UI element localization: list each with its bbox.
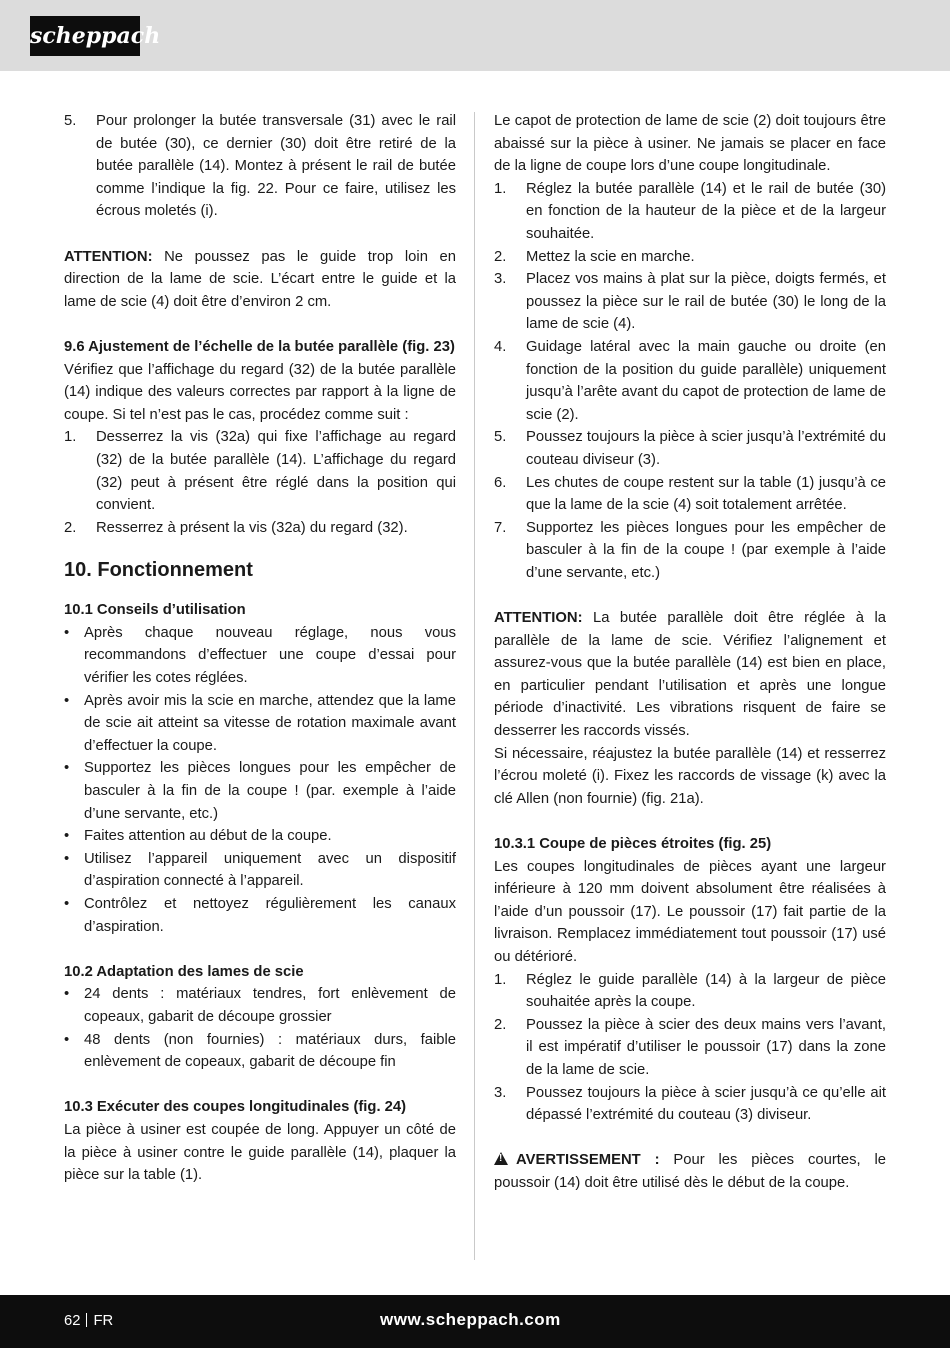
heading-10-3: 10.3 Exécuter des coupes longitudinales (fig. 24) xyxy=(64,1099,407,1116)
bullet-item xyxy=(64,622,456,690)
bullet-text: 48 dents (non fournies) : matériaux durs, faible enlèvement de copeaux, gabarit de découpe fin xyxy=(84,1031,456,1071)
bullet-list xyxy=(64,622,456,938)
paragraph: Le capot de protection de lame de scie (2) doit toujours être abaissé sur la pièce à usiner. Ne jamais se placer en face de la ligne de coupe lors d’une coupe longitudinale. xyxy=(494,113,886,175)
bullet-item xyxy=(64,825,456,848)
list-text: Les chutes de coupe restent sur la table (1) jusqu’à ce que la lame de la scie (4) soit totalement arrêtée. xyxy=(526,474,886,514)
steps-list xyxy=(494,969,886,1127)
list-text: Placez vos mains à plat sur la pièce, doigts fermés, et poussez la pièce sur le rail de butée (30) le long de la lame de scie (4). xyxy=(526,271,886,333)
bullet-item xyxy=(64,757,456,825)
list-text: Supportez les pièces longues pour les empêcher de basculer à la fin de la coupe ! (par exemple à l’aide d’une servante, etc.) xyxy=(526,519,886,581)
list-number: 3. xyxy=(494,271,507,288)
paragraph: La pièce à usiner est coupée de long. Appuyer un côté de la pièce à usiner contre le guide parallèle (14), plaquer la pièce sur la table (1). xyxy=(64,1121,456,1184)
warning-note xyxy=(494,1149,886,1194)
bullet-text: Faites attention au début de la coupe. xyxy=(84,828,332,845)
list-text: Poussez toujours la pièce à scier jusqu’à ce qu’elle ait dépassé l’extrémité du couteau (3) diviseur. xyxy=(526,1084,886,1124)
bullet-icon: • xyxy=(64,692,70,709)
bullet-item xyxy=(64,690,456,758)
heading-10-3-1: 10.3.1 Coupe de pièces étroites (fig. 25) xyxy=(494,836,772,852)
section-title: 10. Fonctionnement xyxy=(64,559,253,582)
bullet-icon: • xyxy=(64,850,70,867)
list-text: Desserrez la vis (32a) qui fixe l’affichage au regard (32) de la butée parallèle (14). L’affichage du regard (32) peut à présent être réglé dans la position qui convient. xyxy=(96,429,456,514)
steps-list xyxy=(64,426,456,539)
heading-9-6: 9.6 Ajustement de l’échelle de la butée parallèle (fig. 23) xyxy=(64,338,455,355)
warning-label: AVERTISSEMENT : xyxy=(516,1152,660,1169)
list-number: 2. xyxy=(494,248,507,265)
list-text: Mettez la scie en marche. xyxy=(526,248,695,265)
page-number xyxy=(64,1311,113,1331)
attention-label: ATTENTION: xyxy=(64,248,153,265)
attention-text: Ne poussez pas le guide trop loin en direction de la lame de scie. L’écart entre le guide et la lame de scie (4) doit être d’environ 2 cm. xyxy=(64,248,456,310)
bullet-item xyxy=(64,983,456,1028)
list-item xyxy=(494,268,886,336)
list-text: Pour prolonger la butée transversale (31) avec le rail de butée (30), ce dernier (30) doit être retiré de la butée parallèle (14). Montez à présent le rail de butée comme l’indique la fig. 22. Pour ce faire, utilisez les écrous moletés (i). xyxy=(96,113,456,220)
list-number: 5. xyxy=(494,429,507,446)
list-number: 2. xyxy=(494,1016,507,1033)
right-column xyxy=(494,110,886,1195)
list-text: Réglez le guide parallèle (14) à la largeur de pièce souhaitée après la coupe. xyxy=(526,971,886,1011)
warning-text: Pour les pièces courtes, le poussoir (14) doit être utilisé dès le début de la coupe. xyxy=(494,1152,886,1191)
list-number: 1. xyxy=(64,429,77,446)
list-item xyxy=(494,1082,886,1127)
attention-label: ATTENTION: xyxy=(494,610,583,627)
bullet-item xyxy=(64,893,456,938)
list-item xyxy=(494,336,886,426)
bullet-item xyxy=(64,848,456,893)
page-number-value: 62 xyxy=(64,1313,81,1329)
language-code: FR xyxy=(93,1313,114,1329)
list-item xyxy=(494,517,886,585)
list-number: 1. xyxy=(494,180,507,197)
list-item xyxy=(494,246,886,269)
heading-10-2: 10.2 Adaptation des lames de scie xyxy=(64,963,304,980)
list-text: Guidage latéral avec la main gauche ou droite (en fonction de la position du guide parallèle) uniquement jusqu’à l’arête avant du capot de protection de lame de scie (2). xyxy=(526,338,886,423)
list-item xyxy=(494,178,886,246)
list-number: 7. xyxy=(494,519,507,536)
bullet-text: Utilisez l’appareil uniquement avec un dispositif d’aspiration connecté à l’appareil. xyxy=(84,850,456,890)
bullet-icon: • xyxy=(64,828,70,845)
brand-logo: scheppach xyxy=(30,16,140,56)
list-number: 6. xyxy=(494,474,507,491)
paragraph: Les coupes longitudinales de pièces ayant une largeur inférieure à 120 mm doivent absolument être réalisées à l’aide d’un poussoir (17). Le poussoir (17) fait partie de la livraison. Remplacez immédiatement tout poussoir (17) usé ou détérioré. xyxy=(494,858,886,965)
page-header xyxy=(0,0,950,71)
list-item xyxy=(494,472,886,517)
attention-text: La butée parallèle doit être réglée à la parallèle de la lame de scie. Vérifiez l’alignement et assurez-vous que la butée parallèle (14) est bien en place, en particulier pendant l’utilisation et après une longue période d’inactivité. Les vibrations risquent de faire se desserrer les raccords vissés. xyxy=(494,610,886,740)
list-item xyxy=(64,517,456,540)
list-number: 1. xyxy=(494,971,507,988)
bullet-text: Après avoir mis la scie en marche, attendez que la lame de scie ait atteint sa vitesse de rotation maximale avant d’effectuer la coupe. xyxy=(84,692,456,754)
page-footer xyxy=(0,1295,950,1348)
list-number: 5. xyxy=(64,113,77,129)
bullet-text: Supportez les pièces longues pour les empêcher de basculer à la fin de la coupe ! (par. exemple à l’aide d’une servante, etc.) xyxy=(84,760,456,822)
bullet-item xyxy=(64,1029,456,1074)
list-text: Poussez la pièce à scier des deux mains vers l’avant, il est impératif d’utiliser le poussoir (17) dans la zone de la lame de scie. xyxy=(526,1016,886,1078)
list-item xyxy=(494,969,886,1014)
list-text: Poussez toujours la pièce à scier jusqu’à l’extrémité du couteau diviseur (3). xyxy=(526,429,886,468)
bullet-list xyxy=(64,983,456,1073)
bullet-icon: • xyxy=(64,896,70,912)
warning-icon xyxy=(494,1152,508,1165)
column-divider xyxy=(474,112,475,1260)
bullet-text: 24 dents : matériaux tendres, fort enlèvement de copeaux, gabarit de découpe grossier xyxy=(84,986,456,1025)
list-item xyxy=(494,1014,886,1082)
list-item xyxy=(494,426,886,471)
list-text: Réglez la butée parallèle (14) et le rail de butée (30) en fonction de la hauteur de la pièce et de la largeur souhaitée. xyxy=(526,180,886,242)
bullet-text: Contrôlez et nettoyez régulièrement les canaux d’aspiration. xyxy=(84,896,456,935)
paragraph: Vérifiez que l’affichage du regard (32) de la butée parallèle (14) indique des valeurs correctes par rapport à la ligne de coupe. Si tel n’est pas le cas, procédez comme suit : xyxy=(64,361,456,423)
website-link[interactable]: www.scheppach.com xyxy=(380,1310,561,1329)
list-number: 2. xyxy=(64,519,77,536)
steps-list xyxy=(494,178,886,585)
list-item xyxy=(64,110,456,223)
left-column xyxy=(64,110,456,1187)
attention-note xyxy=(494,607,886,743)
list-item xyxy=(64,426,456,516)
list-text: Resserrez à présent la vis (32a) du regard (32). xyxy=(96,519,408,536)
bullet-icon: • xyxy=(64,624,70,641)
separator xyxy=(86,1313,87,1327)
bullet-icon: • xyxy=(64,1031,70,1048)
list-number: 3. xyxy=(494,1084,507,1101)
bullet-icon: • xyxy=(64,760,70,777)
attention-note xyxy=(64,246,456,314)
paragraph: Si nécessaire, réajustez la butée parallèle (14) et resserrez l’écrou moleté (i). Fixez les raccords de vissage (k) avec la clé Allen (non fournie) (fig. 21a). xyxy=(494,745,886,807)
bullet-icon: • xyxy=(64,986,70,1003)
bullet-text: Après chaque nouveau réglage, nous vous recommandons d’effectuer une coupe d’essai pour vérifier les cotes réglées. xyxy=(84,624,456,687)
list-number: 4. xyxy=(494,338,507,355)
heading-10-1: 10.1 Conseils d’utilisation xyxy=(64,602,246,619)
